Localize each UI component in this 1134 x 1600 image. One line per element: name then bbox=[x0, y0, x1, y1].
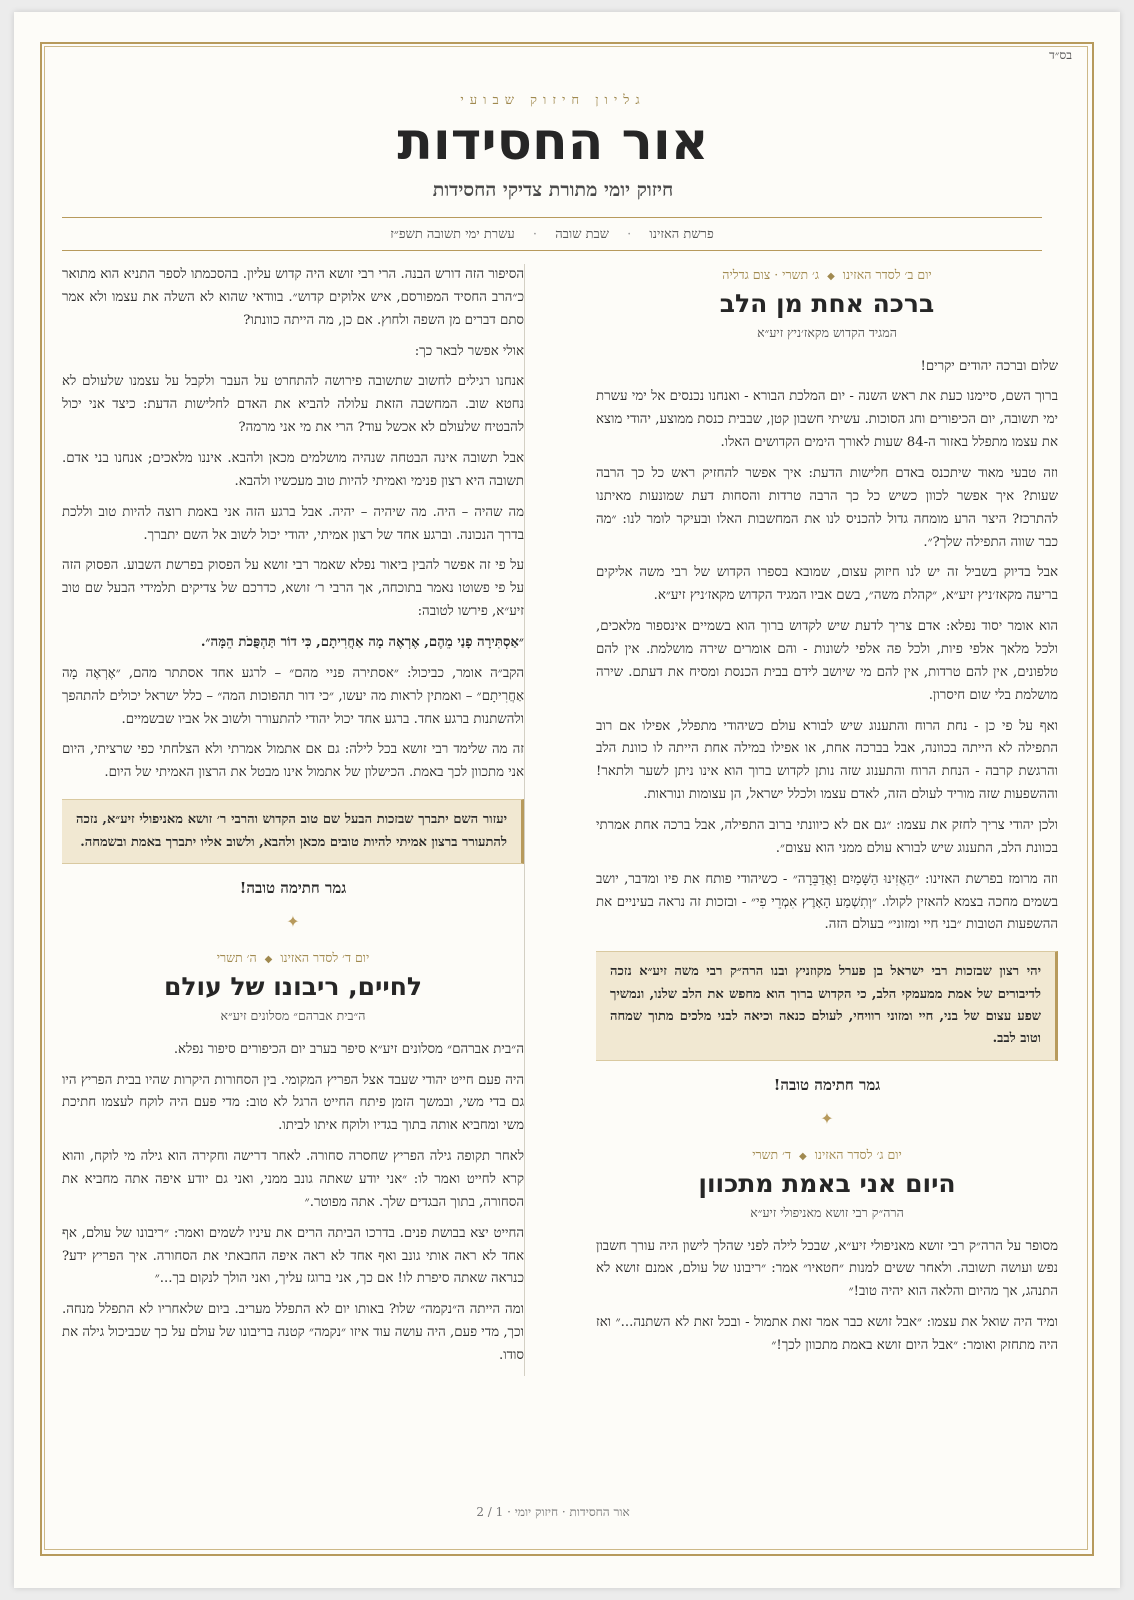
paragraph: אנחנו רגילים לחשוב שתשובה פירושה להתחרט על העבר ולקבל על עצמנו שלעולם לא נחטא שוב. המחשבה הזאת עלולה להביא את האדם לחלישות הדעת: כיצד אני יכול להבטיח שלעולם לא אכשל עוד? הרי את מי אני מרמה? bbox=[62, 374, 524, 436]
masthead-title: אור החסידות bbox=[397, 112, 709, 172]
article-title: היום אני באמת מתכוון bbox=[698, 1168, 956, 1198]
paragraph: זה מה שלימד רבי זושא בכל לילה: גם אם אתמול אמרתי ולא הצלחתי כפי שרציתי, היום אני מתכוון לכך באמת. הכישלון של אתמול אינו מבטל את הרצון האמיתי של היום. bbox=[62, 742, 524, 781]
left-column bbox=[62, 264, 525, 1376]
info-season: עשרת ימי תשובה תשפ״ז bbox=[390, 227, 515, 242]
paragraph: מה שהיה – היה. מה שיהיה – יהיה. אבל ברגע הזה אני באמת רוצה להיות טוב וללכת בדרך הנכונה. וברגע אחד של רצון אמיתי, יהודי יכול לשוב אל השם יתברך. bbox=[62, 504, 524, 543]
paragraph: אבל תשובה אינה הבטחה שנהיה מושלמים מכאן ולהבא. איננו מלאכים; אנחנו בני אדם. תשובה היא רצון פנימי ואמיתי להיות טוב מעכשיו ולהבא. bbox=[62, 451, 524, 489]
article-date: יום ג׳ לסדר האזינו◆ד׳ תשרי bbox=[752, 1147, 902, 1163]
paragraph: ברוך השם, סיימנו כעת את ראש השנה - יום המלכת הבורא - ואנחנו נכנסים אל ימי עשרת ימי תשובה, יום הכיפורים וחג הסוכות. עשיתי חשבון קטן, שבבית כנסת ממוצע, יהודי מוצא את עצמו מתפלל באזור ה-84 שעות לאורך הימים הקדושים האלו. bbox=[596, 389, 1058, 451]
verse-quote: ״אַסְתִּירָה פָנַי מֵהֶם, אֶרְאֶה מָה אַחֲרִיתָם, כִּי דוֹר תַּהְפֻּכֹת הֵמָּה״. bbox=[200, 635, 524, 651]
closing-greeting: גמר חתימה טובה! bbox=[239, 878, 347, 897]
divider bbox=[62, 250, 1042, 251]
paragraph: שלום וברכה יהודים יקרים! bbox=[920, 358, 1058, 374]
info-bar bbox=[62, 226, 1042, 242]
paragraph: ומה הייתה ה״נקמה״ שלו? באותו יום לא התפלל מעריב. ביום שלאחריו לא התפלל מנחה. וכך, מדי פעם, היה עושה עוד איזו ״נקמה״ קטנה בריבונו של עולם על כך שכביכול גילה את סודו. bbox=[62, 1302, 524, 1364]
separator: · bbox=[532, 227, 538, 242]
closing-greeting: גמר חתימה טובה! bbox=[773, 1075, 881, 1094]
article-author: המגיד הקדוש מקאז׳ניץ זיע״א bbox=[757, 325, 897, 340]
article-title: ברכה אחת מן הלב bbox=[719, 288, 935, 318]
article-author: ה״בית אברהם״ מסלונים זיע״א bbox=[220, 1008, 366, 1024]
right-column bbox=[596, 264, 1058, 1366]
masthead-subtitle: חיזוק יומי מתורת צדיקי החסידות bbox=[432, 179, 674, 202]
article-title: לחיים, ריבונו של עולם bbox=[163, 971, 423, 1001]
paragraph: ה״בית אברהם״ מסלונים זיע״א סיפר בערב יום הכיפורים סיפור נפלא. bbox=[173, 1041, 524, 1057]
info-shabbat: שבת שובה bbox=[555, 227, 609, 242]
page-footer: אור החסידות · חיזוק יומי · 1 / 2 bbox=[476, 1505, 630, 1519]
divider bbox=[62, 217, 1042, 218]
paragraph: הקב״ה אומר, כביכול: ״אסתירה פניי מהם״ – לרגע אחד אסתתר מהם, ״אֶרְאֶה מָה אַחֲרִיתָם״ – ואמתין לראות מה יעשו, ״כי דור תהפוכות המה״ – כלל ישראל יכולים להתהפך ולהשתנות ברגע אחד. ברגע אחד יכול יהודי להתעורר ולשוב אל אביו שבשמיים. bbox=[62, 665, 524, 727]
masthead-kicker: גליון חיזוק שבועי bbox=[460, 93, 646, 108]
paragraph: אולי אפשר לבאר כך: bbox=[414, 343, 524, 359]
paragraph: וזה מרומז בפרשת האזינו: ״הַאֲזִינוּ הַשָּׁמַיִם וַאֲדַבֵּרָה״ - כשיהודי פותח את פיו ומדבר, יושב בשמים מחכה בצמא להאזין לקולו. ״וְתִשְׁמַע הָאָרֶץ אִמְרֵי פִי״ - ובזכות זה נראה בעיניים את ההשפעות הטובות ״בני חיי ומזוני״ בעולם הזה. bbox=[596, 871, 1058, 933]
separator: · bbox=[627, 227, 632, 242]
paragraph: היה פעם חייט יהודי שעבד אצל הפריץ המקומי. בין הסחורות היקרות שהיו בבית הפריץ היו גם בדי משי, ובמשך הזמן פיתח החייט הרגל לא טוב: מדי פעם היה לוקח לעצמו חתיכת משי ומחביא אותה בתוך בגדיו ולוקח איתו לביתו. bbox=[62, 1072, 524, 1134]
article-date: יום ד׳ לסדר האזינו◆ה׳ תשרי bbox=[216, 950, 370, 966]
paragraph: ומיד היה שואל את עצמו: ״אבל זושא כבר אמר זאת אתמול - ובכל זאת לא השתנה...״ ואז היה מתחזק ואומר: ״אבל היום זושא באמת מתכוון לכך!״ bbox=[596, 1315, 1058, 1353]
diamond-ornament-icon: ✦ bbox=[820, 1108, 834, 1128]
paragraph: מסופר על הרה״ק רבי זושא מאניפולי זיע״א, שבכל לילה לפני שהלך לישון היה עורך חשבון נפש ועושה תשובה. ולאחר ששים למנות ״חטאיו״ אמר: ״ריבונו של עולם, אמנם זושא לא התנהג, אך מהיום והלאה הוא יהיה טוב!״ bbox=[596, 1238, 1058, 1300]
bsd-mark: בס״ד bbox=[1049, 48, 1072, 62]
article-date: יום ב׳ לסדר האזינו◆ג׳ תשרי · צום גדליה bbox=[722, 267, 932, 282]
paragraph: לאחר תקופה גילה הפריץ שחסרה סחורה. לאחר דרישה וחקירה הוא גילה מי לוקח, והוא קרא לחייט ואמר לו: ״אני יודע שאתה גונב ממני, ואני גם יודע איפה אתה מחביא את הסחורה, בתוך הבגדים שלך. אתה מפוטר.״ bbox=[62, 1149, 524, 1210]
paragraph: וזה טבעי מאוד שיתכנס באדם חלישות הדעת: איך אפשר להחזיק ראש כל כך הרבה שעות? איך אפשר לכוון כשיש כל כך הרבה טרדות והסחות דעת שמונעות מאיתנו להתרכז? היצר הרע מומחה גדול להכניס לנו את המחשבות האלו ובעיקר לומר לנו: ״מה כבר שווה התפילה שלך?״. bbox=[596, 465, 1058, 550]
paragraph: אבל בדיוק בשביל זה יש לנו חיזוק עצום, שמובא בספרו הקדוש של רבי משה אליקים בריעה מקאז׳ניץ זיע״א, ״קהלת משה״, בשם אביו המגיד הקדוש מקאז׳ניץ זיע״א. bbox=[596, 565, 1058, 604]
paragraph-emphasis: ולכן יהודי צריך לחזק את עצמו: ״גם אם לא כיוונתי ברוב התפילה, אבל ברכה אחת אמרתי בכוונת הלב, התענוג שיש לבורא עולם ממני הוא עצום״. bbox=[596, 817, 1058, 856]
article-author: הרה״ק רבי זושא מאניפולי זיע״א bbox=[750, 1205, 904, 1221]
diamond-ornament-icon: ✦ bbox=[286, 911, 300, 931]
paragraph: ואף על פי כן - נחת הרוח והתענוג שיש לבורא עולם כשיהודי מתפלל, אפילו אם רוב התפילה לא הייתה בכוונה, אבל בברכה אחת, או אפילו במילה אחת הייתה לו כוונת הלב והרגשת קרבה - הנחת הרוח והתענוג שזה נותן לקדוש ברוך הוא אינו ניתן לשער ולתאר! וההשפעות שזה מוריד לעולם הזה, לאדם עצמו ולכלל ישראל, הן עצומות ונוראות. bbox=[596, 718, 1058, 803]
blessing-box: יעזור השם יתברך שבזכות הבעל שם טוב הקדוש והרבי ר׳ זושא מאניפולי זיע״א, נזכה להתעורר ברצון אמיתי להיות טובים מכאן ולהבא, ולשוב אליו יתברך באמת ובשמחה. bbox=[62, 799, 524, 864]
paragraph: הוא אומר יסוד נפלא: אדם צריך לדעת שיש לקדוש ברוך הוא בשמיים אינספור מלאכים, ולכל מלאך אלפי פיות, ולכל פה אלפי לשונות - והם אומרים שירה מושלמת. אין להם טלפונים, אין להם טרדות, אין להם מי שיושב לידם בבית הכנסת ומסיח את דעתם. שירה מושלמת בלי שום חיסרון. bbox=[596, 619, 1058, 703]
paragraph: החייט יצא בבושת פנים. בדרכו הביתה הרים את עיניו לשמים ואמר: ״ריבונו של עולם, אף אחד לא ראה אותי גונב ואף אחד לא ראה איפה החבאתי את הסחורה. איך הפריץ ידע? כנראה שאתה סיפרת לו! אם כך, אני ברוגז עליך, ואני הולך לנקום בך...״ bbox=[62, 1225, 524, 1287]
paragraph: על פי זה אפשר להבין ביאור נפלא שאמר רבי זושא על הפסוק בפרשת השבוע. הפסוק הזה על פי פשוטו נאמר בתוכחה, אך הרבי ר׳ זושא, כדרכם של צדיקים תלמידי הבעל שם טוב זיע״א, פירשו לטובה: bbox=[62, 558, 524, 620]
info-parasha: פרשת האזינו bbox=[649, 227, 714, 242]
blessing-box: יהי רצון שבזכות רבי ישראל בן פערל מקוזניץ ובנו הרה״ק רבי משה זיע״א נזכה לדיבורים של אמת ממעמקי הלב, כי הקדוש ברוך הוא מחפש את הלב שלנו, ונמשיך שפע עצום של בני, חיי ומזוני רוויחי, לעולם כנאה וכיאה לבני מלכים מתוך שמחה וטוב לבב. bbox=[596, 951, 1058, 1060]
masthead bbox=[60, 78, 1046, 202]
paragraph: הסיפור הזה דורש הבנה. הרי רבי זושא היה קדוש עליון. בהסכמתו לספר התניא הוא מתואר כ״הרב החסיד המפורסם, איש אלוקים קדוש״. בוודאי שהוא לא השלה את עצמו ולא אמר סתם דברים מן השפה ולחוץ. אם כן, מה הייתה כוונתו? bbox=[62, 267, 524, 328]
